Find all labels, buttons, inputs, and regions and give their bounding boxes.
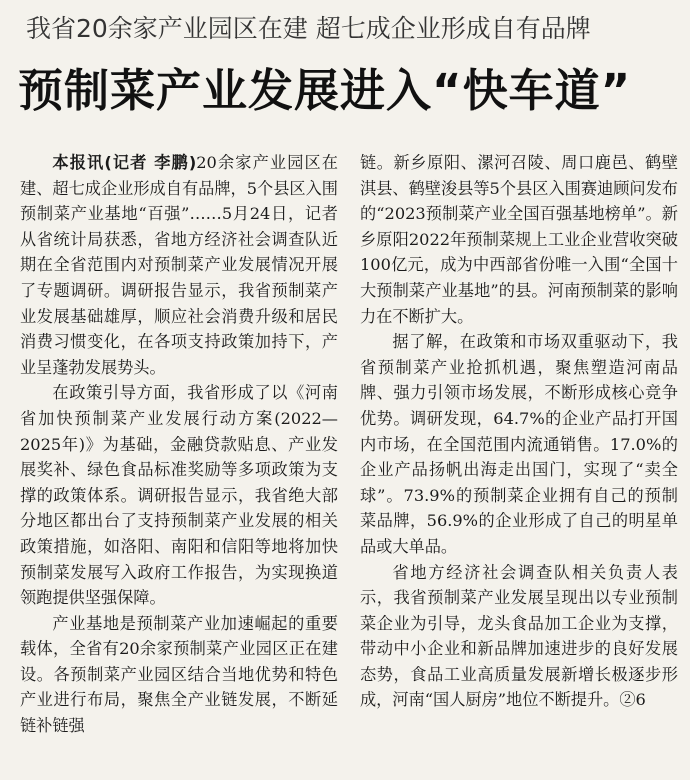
article-paragraph-1: 本报讯(记者 李鹏)20余家产业园区在建、超七成企业形成自有品牌，5个县区入围预制菜产业基地“百强”……5月24日，记者从省统计局获悉，省地方经济社会调查队近期在全省范围内对预制菜产业发展情况开展了专题调研。调研报告显示，我省预制菜产业发展基础雄厚，顺应社会消费升级和居民消费习惯变化，在各项支持政策加持下，产业呈蓬勃发展势头。 (20, 153, 338, 377)
article-subtitle: 我省20余家产业园区在建 超七成企业形成自有品牌 (26, 14, 591, 43)
article-paragraph-2: 在政策引导方面，我省形成了以《河南省加快预制菜产业发展行动方案(2022—2025年)》为基础，金融贷款贴息、产业发展奖补、绿色食品标准奖励等多项政策为支撑的政策体系。调研报告显示，我省绝大部分地区都出台了支持预制菜产业发展的相关政策措施，如洛阳、南阳和信阳等地将加快预制菜发展写入政府工作报告，为实现换道领跑提供坚强保障。 (20, 383, 338, 608)
article-column-left (20, 150, 338, 739)
article-headline: 预制菜产业发展进入“快车道” (18, 64, 632, 117)
article-paragraph-5: 省地方经济社会调查队相关负责人表示，我省预制菜产业发展呈现出以专业预制菜企业为引导，龙头食品加工企业为支撑，带动中小企业和新品牌加速进步的良好发展态势，食品工业高质量发展新增长极逐步形成，河南“国人厨房”地位不断提升。②6 (360, 562, 678, 710)
article-column-right (360, 150, 678, 713)
article-paragraph-3: 产业基地是预制菜产业加速崛起的重要载体，全省有20余家预制菜产业园区正在建设。各预制菜产业园区结合当地优势和特色产业进行布局，聚焦全产业链发展，不断延链补链强 (20, 613, 338, 736)
article-paragraph-4: 据了解，在政策和市场双重驱动下，我省预制菜产业抢抓机遇，聚焦塑造河南品牌、强力引领市场发展，不断形成核心竞争优势。调研发现，64.7%的企业产品打开国内市场，在全国范围内流通销售。17.0%的企业产品扬帆出海走出国门，实现了“卖全球”。73.9%的预制菜企业拥有自己的预制菜品牌，56.9%的企业形成了自己的明星单品或大单品。 (360, 332, 678, 556)
article-byline: 本报讯(记者 李鹏) (52, 153, 197, 172)
article-paragraph-3-continued: 链。新乡原阳、漯河召陵、周口鹿邑、鹤壁淇县、鹤壁浚县等5个县区入围赛迪顾问发布的“2023预制菜产业全国百强基地榜单”。新乡原阳2022年预制菜规上工业企业营收突破100亿元，成为中西部省份唯一入围“全国十大预制菜产业基地”的县。河南预制菜的影响力在不断扩大。 (360, 153, 678, 326)
